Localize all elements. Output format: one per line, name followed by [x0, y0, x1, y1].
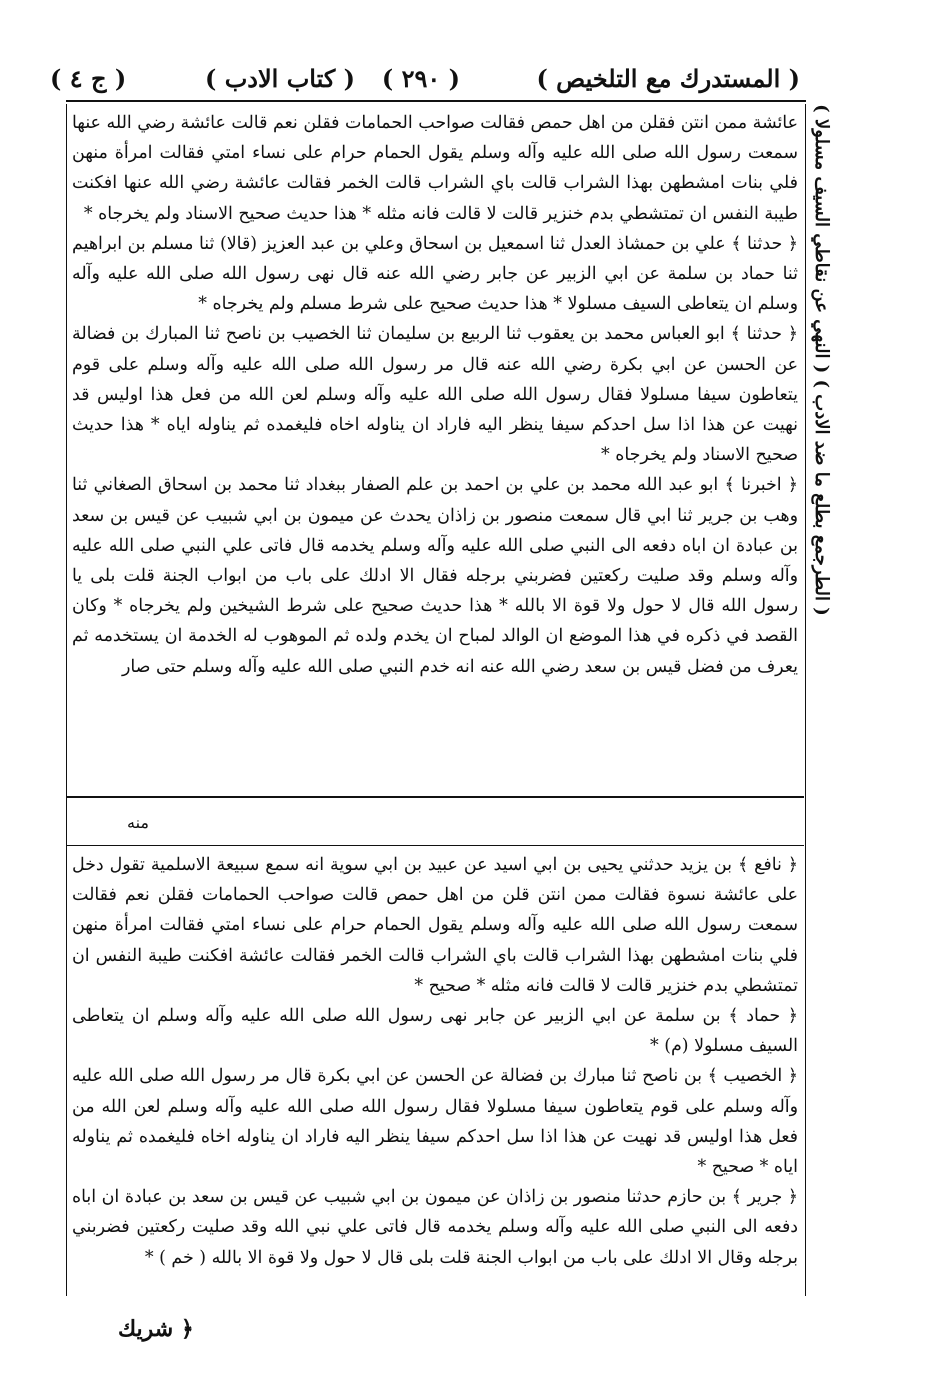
page-number: ( ٢٩٠ ): [381, 64, 460, 93]
commentary-paragraph-2: ﴿ حماد ﴾ بن سلمة عن ابي الزبير عن جابر نهى رسول الله صلى الله عليه وآله وسلم ان يتعاطى السيف مسلولا (م) *: [72, 1006, 798, 1057]
catchword: ﴿ شريك: [118, 1316, 194, 1342]
chapter-title: ( كتاب الادب ): [205, 64, 355, 93]
commentary-divider: [66, 845, 804, 846]
page-header: [50, 62, 800, 102]
main-paragraph-1: عائشة ممن انتن فقلن من اهل حمص فقالت صواحب الحمامات فقلن نعم قالت عائشة رضي الله عنها سمعت رسول الله صلى الله عليه وآله وسلم يقول الحمام حرام على نساء امتي فقالت امرأة منهن فلي بنات امشطهن بهذا الشراب قالت باي الشراب قالت الخمر فقالت عائشة رضي الله عنها افكنت طيبة النفس ان تمتشطي بدم خنزير قالت لا قالت فانه مثله * هذا حديث صحيح الاسناد ولم يخرجاه *: [72, 113, 798, 224]
main-text: [72, 108, 798, 682]
main-paragraph-2: ﴿ حدثنا ﴾ علي بن حمشاذ العدل ثنا اسمعيل بن اسحاق وعلي بن عبد العزيز (قالا) ثنا مسلم بن ابراهيم ثنا حماد بن سلمة عن ابي الزبير عن جابر رضي الله عنه قال نهى رسول الله صلى الله عليه وآله وسلم ان يتعاطى السيف مسلولا * هذا حديث صحيح على شرط مسلم ولم يخرجاه *: [72, 233, 798, 315]
commentary-text: [72, 850, 798, 1273]
main-paragraph-3: ﴿ حدثنا ﴾ ابو العباس محمد بن يعقوب ثنا الربيع بن سليمان ثنا الخصيب بن ناصح ثنا المبارك بن فضالة عن الحسن عن ابي بكرة رضي الله عنه قال مر رسول الله صلى الله عليه وآله وسلم على قوم يتعاطون سيفا مسلولا فقال رسول الله صلى الله عليه وآله وسلم لعن الله من فعل هذا اوليس قد نهيت عن هذا اذا سل احدكم سيفا ينظر اليه فاراد ان يناوله اخاه فليغمده ثم يناوله اياه * هذا حديث صحيح الاسناد ولم يخرجاه *: [72, 324, 798, 466]
book-title: ( المستدرك مع التلخيص ): [536, 64, 800, 93]
header-rule: [66, 100, 806, 102]
separator-label: منه: [127, 813, 149, 832]
main-paragraph-4: ﴿ اخبرنا ﴾ ابو عبد الله محمد بن علي بن احمد بن علم الصفار ببغداد ثنا محمد بن اسحاق الصغاني ثنا وهب بن جرير ثنا ابي قال سمعت منصور بن زاذان يحدث عن ميمون بن ابي شبيب عن قيس بن سعد بن عبادة ان اباه دفعه الى النبي صلى الله عليه وآله وسلم يخدمه قال فاتى علي النبي صلى الله عليه وآله وسلم وقد صليت ركعتين فضربني برجله فقال الا ادلك على باب من ابواب الجنة قلت بلى يا رسول الله قال لا حول ولا قوة الا بالله * هذا حديث صحيح على شرط الشيخين ولم يخرجاه * وكان القصد في ذكره في هذا الموضع ان الوالد لمباح ان يخدم ولده ثم الموهوب له الخدمة ان يستخدمه ثم يعرف من فضل قيس بن سعد رضي الله عنه انه خدم النبي صلى الله عليه وآله وسلم حتى صار: [72, 475, 798, 677]
margin-note: [812, 100, 852, 620]
commentary-paragraph-3: ﴿ الخصيب ﴾ بن ناصح ثنا مبارك بن فضالة عن الحسن عن ابي بكرة قال مر رسول الله صلى الله عليه وآله وسلم على قوم يتعاطون سيفا مسلولا فقال رسول الله صلى الله عليه وآله وسلم لعن الله من فعل هذا اوليس قد نهيت عن هذا اذا سل احدكم سيفا ينظر اليه فاراد ان يناوله اخاه فليغمده ثم يناوله اياه * صحيح *: [72, 1066, 798, 1178]
section-divider: [66, 796, 804, 798]
margin-note-text: ( الطرجمع بطلع ما ضد الادب ) ( النهي عن نقاطي السيف مسلولا ): [811, 104, 832, 616]
commentary-paragraph-1: ﴿ نافع ﴾ بن يزيد حدثني يحيى بن ابي اسيد عن عبيد بن ابي سوية انه سمع سبيعة الاسلمية تقول دخل على عائشة نسوة فقالت ممن انتن قلن من اهل حمص قالت صواحب الحمامات فقلن نعم فقالت سمعت رسول الله صلى الله عليه وآله وسلم يقول الحمام حرام على نساء امتي فقالت امرأة منهن فلي بنات امشطهن بهذا الشراب قالت باي الشراب قالت الخمر فقالت عائشة افكنت طيبة النفس ان تمتشطي بدم خنزير قالت لا قالت فانه مثله * صحيح *: [72, 855, 798, 996]
commentary-paragraph-4: ﴿ جرير ﴾ بن حازم حدثنا منصور بن زاذان عن ميمون بن ابي شبيب عن قيس بن سعد بن عبادة ان اباه دفعه الى النبي صلى الله عليه وآله وسلم يخدمه قال فاتى علي نبي الله وقد صليت ركعتين فضربني برجله وقال الا ادلك على باب من ابواب الجنة قلت بلى قال لا حول ولا قوة الا بالله ( خم ) *: [72, 1187, 798, 1268]
volume-number: ( ج ٤ ): [50, 64, 127, 93]
